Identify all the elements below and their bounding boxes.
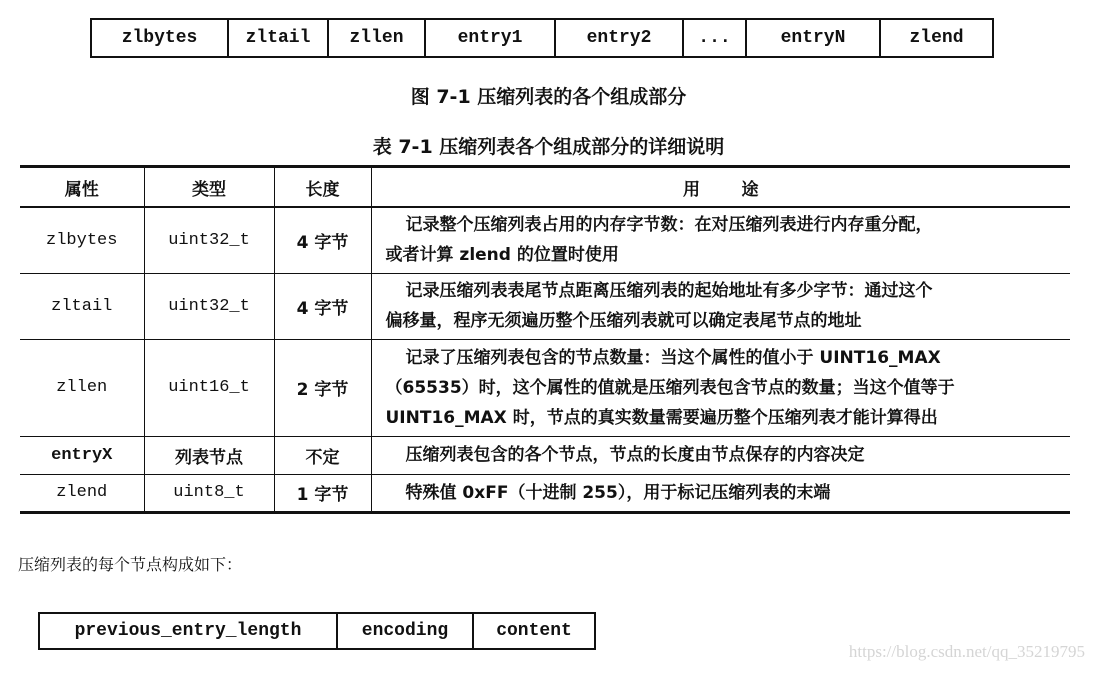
table-header-row [20, 167, 1070, 208]
purpose-line: 记录整个压缩列表占用的内存字节数：在对压缩列表进行内存重分配， [405, 215, 933, 236]
table-caption: 表 7-1 压缩列表各个组成部分的详细说明 [372, 136, 725, 158]
header-attribute: 属性 [20, 167, 144, 208]
field-ellipsis: ... [684, 20, 747, 56]
field-encoding: encoding [338, 614, 474, 648]
purpose-line: 偏移量，程序无须遍历整个压缩列表就可以确定表尾节点的地址 [385, 311, 862, 331]
row-type: uint32_t [144, 273, 274, 339]
row-type: uint16_t [144, 339, 274, 436]
purpose-line: 或者计算 zlend 的位置时使用 [385, 245, 619, 266]
row-name: zlbytes [20, 207, 144, 273]
row-name: zllen [20, 339, 144, 436]
purpose-line: 压缩列表包含的各个节点，节点的长度由节点保存的内容决定 [405, 445, 865, 465]
row-length: 不定 [274, 436, 371, 474]
purpose-line: （65535）时，这个属性的值就是压缩列表包含节点的数量；当这个值等于 [385, 377, 955, 398]
row-name: zlend [20, 474, 144, 512]
figure-caption: 图 7-1 压缩列表的各个组成部分 [410, 86, 687, 108]
row-purpose [371, 339, 1070, 436]
purpose-line: 记录了压缩列表包含的节点数量：当这个属性的值小于 UINT16_MAX [405, 347, 941, 368]
header-length: 长度 [274, 167, 371, 208]
row-purpose [371, 474, 1070, 512]
row-purpose [371, 436, 1070, 474]
field-entry2: entry2 [556, 20, 684, 56]
watermark-url: https://blog.csdn.net/qq_35219795 [848, 642, 1085, 661]
field-content: content [496, 621, 572, 641]
table-row [20, 273, 1070, 339]
field-previous-entry-length: previous_entry_length [40, 614, 338, 648]
row-type: uint8_t [144, 474, 274, 512]
purpose-line: UINT16_MAX 时，节点的真实数量需要遍历整个压缩列表才能计算得出 [385, 407, 938, 428]
ziplist-layout-figure [90, 18, 994, 58]
field-zllen: zllen [329, 20, 426, 56]
purpose-line: 记录压缩列表表尾节点距离压缩列表的起始地址有多少字节：通过这个 [405, 281, 933, 301]
header-type: 类型 [144, 167, 274, 208]
row-length: 1 字节 [274, 474, 371, 512]
row-name: entryX [20, 436, 144, 474]
ziplist-fields-table [20, 165, 1070, 514]
table-row [20, 207, 1070, 273]
field-zlbytes: zlbytes [92, 20, 229, 56]
table-row [20, 474, 1070, 512]
field-entry1: entry1 [426, 20, 556, 56]
field-entryN: entryN [747, 20, 881, 56]
table-row [20, 436, 1070, 474]
purpose-line: 特殊值 0xFF（十进制 255），用于标记压缩列表的末端 [405, 482, 831, 503]
table-row [20, 339, 1070, 436]
row-length: 2 字节 [274, 339, 371, 436]
row-purpose [371, 273, 1070, 339]
row-length: 4 字节 [274, 273, 371, 339]
field-zltail: zltail [229, 20, 329, 56]
field-zlend: zlend [909, 28, 964, 48]
row-type: uint32_t [144, 207, 274, 273]
header-purpose: 用 途 [371, 167, 1070, 208]
row-purpose [371, 207, 1070, 273]
entry-layout-figure [38, 612, 596, 650]
row-name: zltail [20, 273, 144, 339]
row-type: 列表节点 [144, 436, 274, 474]
row-length: 4 字节 [274, 207, 371, 273]
node-structure-note: 压缩列表的每个节点构成如下： [18, 555, 243, 574]
